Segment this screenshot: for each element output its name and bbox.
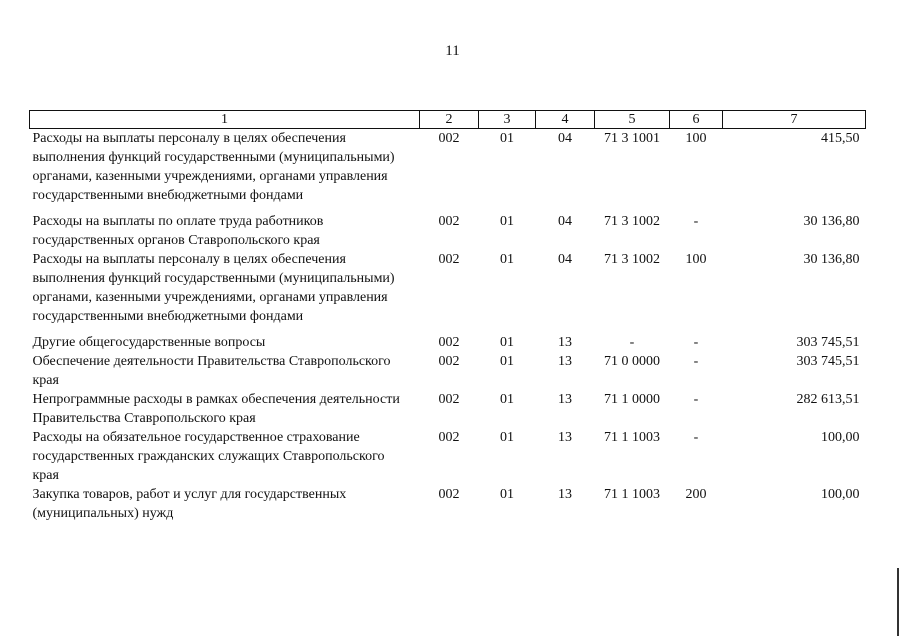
header-col-3: 3 — [479, 111, 536, 129]
row-name: Расходы на выплаты персоналу в целях обеспечения выполнения функций государственными (муниципальными) органами, казенными учреждениями, органами управления государственными внебюджетными фондами — [32, 131, 395, 203]
header-col-7: 7 — [723, 111, 866, 129]
row-col-4: 13 — [558, 335, 572, 350]
row-amount: 303 745,51 — [796, 354, 860, 369]
row-col-5: - — [629, 335, 635, 350]
row-amount: 30 136,80 — [803, 214, 860, 229]
row-col-5: 71 1 1003 — [604, 430, 660, 445]
row-col-5: 71 0 0000 — [604, 354, 660, 369]
row-col-3: 01 — [500, 214, 514, 229]
budget-table — [29, 110, 866, 523]
row-col-2: 002 — [438, 487, 460, 502]
row-col-6: 100 — [685, 252, 707, 267]
row-col-3: 01 — [500, 252, 514, 267]
table-row — [30, 129, 866, 213]
row-name: Расходы на выплаты персоналу в целях обеспечения выполнения функций государственными (муниципальными) органами, казенными учреждениями, органами управления государственными внебюджетными фондами — [32, 252, 395, 324]
row-col-4: 13 — [558, 392, 572, 407]
row-col-6: - — [693, 392, 699, 407]
header-col-2: 2 — [420, 111, 479, 129]
row-amount: 30 136,80 — [803, 252, 860, 267]
row-col-5: 71 3 1002 — [604, 252, 660, 267]
row-col-3: 01 — [500, 354, 514, 369]
row-name: Обеспечение деятельности Правительства Ставропольского края — [32, 354, 391, 388]
row-amount: 282 613,51 — [796, 392, 860, 407]
row-col-6: - — [693, 354, 699, 369]
row-col-4: 04 — [558, 131, 572, 146]
row-col-3: 01 — [500, 131, 514, 146]
row-col-4: 04 — [558, 252, 572, 267]
row-col-5: 71 1 0000 — [604, 392, 660, 407]
row-col-6: - — [693, 214, 699, 229]
header-col-5: 5 — [595, 111, 670, 129]
row-col-3: 01 — [500, 487, 514, 502]
row-col-5: 71 1 1003 — [604, 487, 660, 502]
row-col-2: 002 — [438, 131, 460, 146]
header-col-1: 1 — [30, 111, 420, 129]
row-amount: 415,50 — [821, 131, 860, 146]
row-col-2: 002 — [438, 354, 460, 369]
row-col-4: 13 — [558, 430, 572, 445]
row-name: Расходы на обязательное государственное страхование государственных гражданских служащих Ставропольского края — [32, 430, 385, 483]
table-row — [30, 390, 866, 428]
row-col-5: 71 3 1001 — [604, 131, 660, 146]
row-name: Другие общегосударственные вопросы — [32, 335, 266, 350]
header-col-6: 6 — [670, 111, 723, 129]
row-col-2: 002 — [438, 430, 460, 445]
row-col-3: 01 — [500, 392, 514, 407]
row-col-5: 71 3 1002 — [604, 214, 660, 229]
row-name: Закупка товаров, работ и услуг для государственных (муниципальных) нужд — [32, 487, 347, 521]
row-col-6: 100 — [685, 131, 707, 146]
table-row — [30, 212, 866, 250]
table-row — [30, 485, 866, 523]
table-row — [30, 250, 866, 333]
row-col-2: 002 — [438, 214, 460, 229]
row-col-6: 200 — [685, 487, 707, 502]
header-col-4: 4 — [536, 111, 595, 129]
row-amount: 100,00 — [821, 430, 860, 445]
row-col-3: 01 — [500, 430, 514, 445]
row-col-2: 002 — [438, 252, 460, 267]
row-col-6: - — [693, 430, 699, 445]
row-col-2: 002 — [438, 335, 460, 350]
scan-edge-mark — [897, 568, 899, 636]
row-col-4: 13 — [558, 354, 572, 369]
row-col-3: 01 — [500, 335, 514, 350]
row-col-2: 002 — [438, 392, 460, 407]
page-number: 11 — [445, 43, 460, 59]
row-name: Непрограммные расходы в рамках обеспечения деятельности Правительства Ставропольского края — [32, 392, 400, 426]
row-col-4: 13 — [558, 487, 572, 502]
row-amount: 303 745,51 — [796, 335, 860, 350]
table-header-row — [30, 111, 866, 129]
row-col-6: - — [693, 335, 699, 350]
table-row — [30, 428, 866, 485]
row-name: Расходы на выплаты по оплате труда работников государственных органов Ставропольского края — [32, 214, 324, 248]
table-row — [30, 352, 866, 390]
row-col-4: 04 — [558, 214, 572, 229]
table-row — [30, 333, 866, 352]
row-amount: 100,00 — [821, 487, 860, 502]
